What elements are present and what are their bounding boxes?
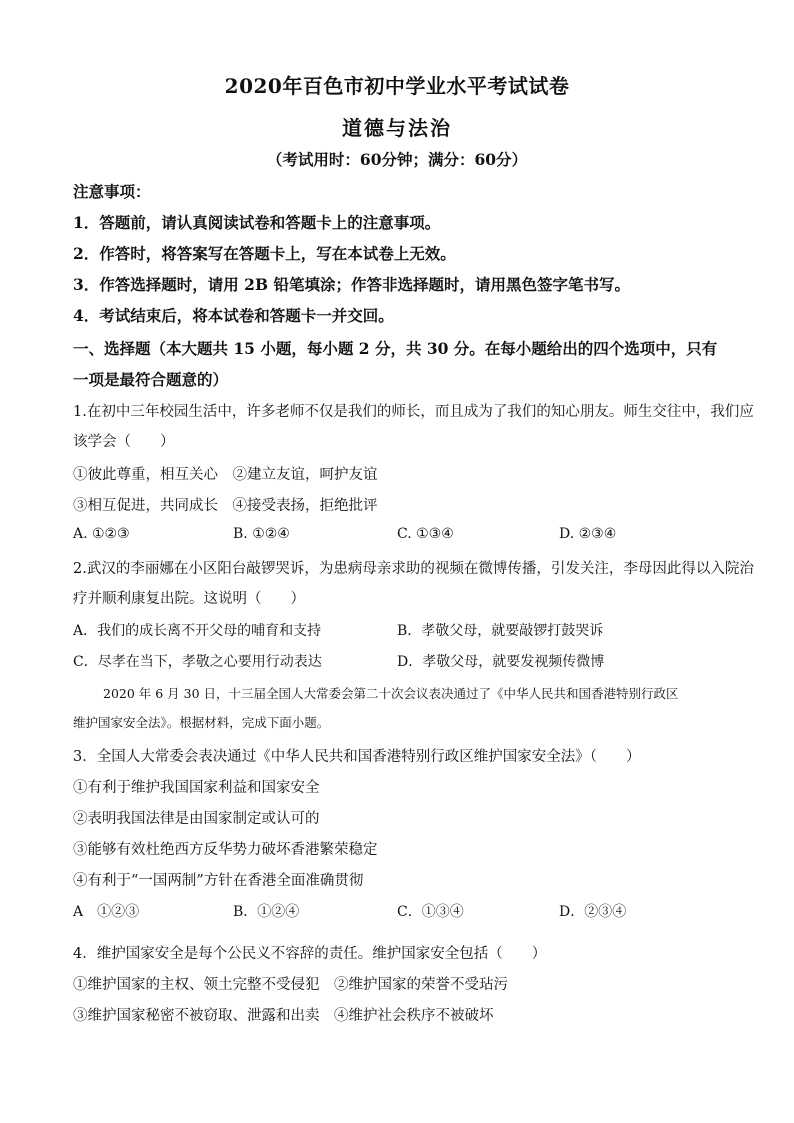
q1-statements: ①彼此尊重，相互关心 ②建立友谊，呵护友谊 (73, 467, 378, 483)
q1-option-d: D. ②③④ (559, 526, 617, 542)
notice-item: 3．作答选择题时，请用 2B 铅笔填涂；作答非选择题时，请用黑色签字笔书写。 (73, 275, 630, 294)
q3-option-d: D．②③④ (559, 904, 627, 920)
notice-item: 4．考试结束后，将本试卷和答题卡一并交回。 (73, 306, 394, 325)
q2-stem-cont: 疗并顺利康复出院。这说明（ ） (73, 591, 305, 607)
q2-option-c: C．尽孝在当下，孝敬之心要用行动表达 (73, 654, 322, 670)
q1-stem-cont: 该学会（ ） (73, 434, 175, 450)
subject-title: 道德与法治 (342, 116, 452, 140)
notice-item: 1．答题前，请认真阅读试卷和答题卡上的注意事项。 (73, 213, 441, 232)
q3-option-c: C．①③④ (397, 904, 464, 920)
notice-heading: 注意事项： (73, 182, 151, 201)
q1-option-a: A. ①②③ (73, 526, 130, 542)
q3-statement: ①有利于维护我国国家利益和国家安全 (73, 780, 320, 796)
q4-statements: ③维护国家秘密不被窃取、泄露和出卖 ④维护社会秩序不被破坏 (73, 1008, 494, 1024)
q3-statement: ②表明我国法律是由国家制定或认可的 (73, 811, 320, 827)
q1-stem: 1.在初中三年校园生活中，许多老师不仅是我们的师长，而且成为了我们的知心朋友。师生交往中，我们应 (73, 404, 754, 420)
notice-item: 2．作答时，将答案写在答题卡上，写在本试卷上无效。 (73, 244, 456, 263)
q2-option-d: D．孝敬父母，就要发视频传微博 (397, 654, 605, 670)
q3-option-a: A ①②③ (73, 904, 140, 920)
q4-stem: 4．维护国家安全是每个公民义不容辞的责任。维护国家安全包括（ ） (73, 946, 547, 962)
section-heading-cont: 一项是最符合题意的） (73, 370, 229, 389)
material-text: 2020 年 6 月 30 日，十三届全国人大常委会第二十次会议表决通过了《中华人民共和国香港特别行政区 (103, 686, 679, 701)
q2-option-b: B．孝敬父母，就要敲锣打鼓哭诉 (397, 623, 604, 639)
q3-statement: ③能够有效杜绝西方反华势力破坏香港繁荣稳定 (73, 842, 378, 858)
exam-title: 2020年百色市初中学业水平考试试卷 (224, 74, 570, 98)
q2-option-a: A．我们的成长离不开父母的哺育和支持 (73, 623, 322, 639)
q3-statement: ④有利于“一国两制”方针在香港全面准确贯彻 (73, 873, 364, 889)
q2-stem: 2.武汉的李丽娜在小区阳台敲锣哭诉，为患病母亲求助的视频在微博传播，引发关注，李母因此得以入院治 (73, 561, 754, 577)
section-heading: 一、选择题（本大题共 15 小题，每小题 2 分，共 30 分。在每小题给出的四个选项中，只有 (73, 339, 718, 358)
q1-option-c: C. ①③④ (397, 526, 454, 542)
exam-timing: （考试用时：60分钟；满分：60分） (266, 150, 528, 169)
q3-stem: 3．全国人大常委会表决通过《中华人民共和国香港特别行政区维护国家安全法》（ ） (73, 749, 641, 765)
q3-option-b: B．①②④ (233, 904, 300, 920)
material-text-cont: 维护国家安全法》。根据材料，完成下面小题。 (73, 715, 330, 730)
q1-option-b: B. ①②④ (233, 526, 290, 542)
q1-statements: ③相互促进，共同成长 ④接受表扬，拒绝批评 (73, 498, 378, 514)
q4-statements: ①维护国家的主权、领土完整不受侵犯 ②维护国家的荣誉不受玷污 (73, 977, 508, 993)
